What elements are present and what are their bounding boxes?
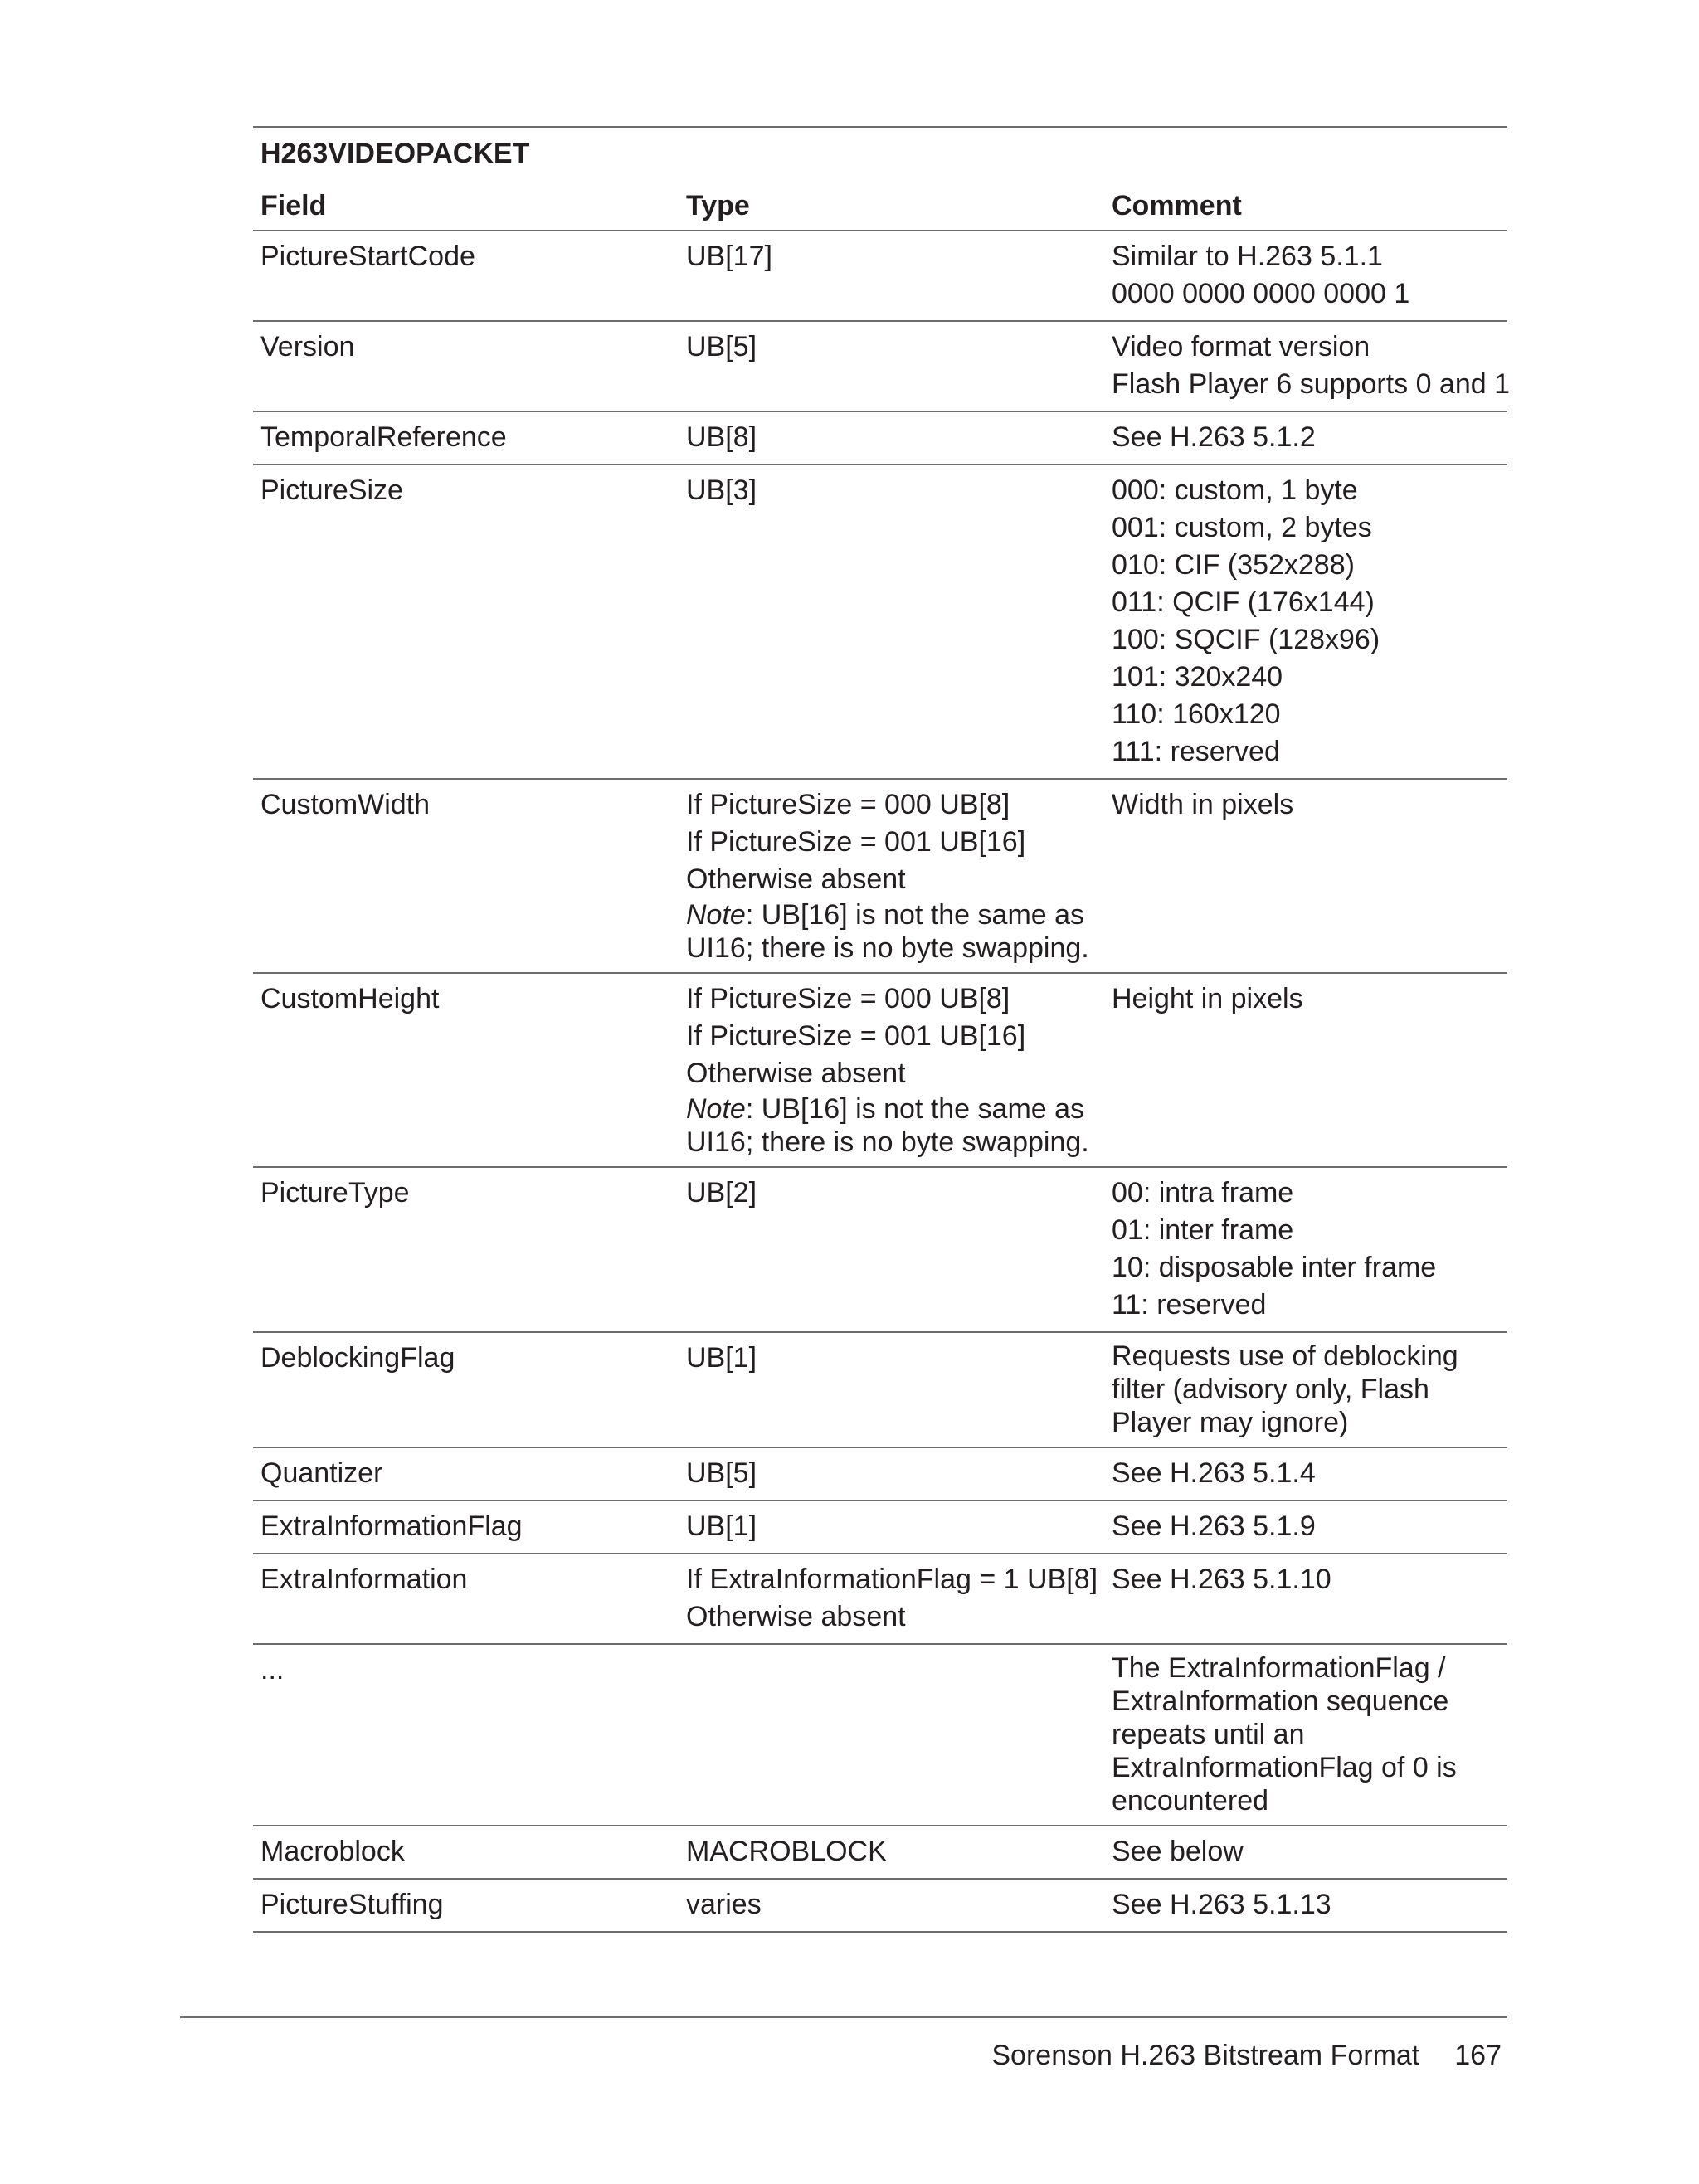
field-cell: CustomHeight (253, 973, 679, 1167)
header-field: Field (253, 178, 679, 231)
type-line: If PictureSize = 000 UB[8] (686, 983, 1010, 1014)
field-cell: PictureType (253, 1167, 679, 1332)
comment-line: Width in pixels (1112, 789, 1294, 820)
comment-line: 11: reserved (1112, 1289, 1267, 1321)
table-row (253, 1826, 1507, 1879)
comment-cell (1104, 1167, 1507, 1332)
comment-cell (1104, 1501, 1507, 1554)
type-cell (679, 1501, 1104, 1554)
field-cell: ExtraInformation (253, 1554, 679, 1644)
field-cell: TemporalReference (253, 411, 679, 465)
type-line: If ExtraInformationFlag = 1 UB[8] (686, 1564, 1098, 1595)
comment-cell (1104, 1879, 1507, 1932)
comment-line: See below (1112, 1836, 1244, 1867)
field-cell: PictureSize (253, 465, 679, 779)
table-row (253, 1167, 1507, 1332)
field-cell: ... (253, 1644, 679, 1826)
table-caption: H263VIDEOPACKET (253, 127, 1507, 178)
comment-cell (1104, 465, 1507, 779)
type-cell (679, 973, 1104, 1167)
type-cell (679, 1554, 1104, 1644)
comment-cell (1104, 411, 1507, 465)
comment-line: 10: disposable inter frame (1112, 1252, 1437, 1283)
type-cell (679, 779, 1104, 973)
type-line: UB[3] (686, 474, 757, 506)
comment-cell (1104, 973, 1507, 1167)
field-cell: Macroblock (253, 1826, 679, 1879)
type-note (686, 1092, 1104, 1159)
type-line: Otherwise absent (686, 863, 906, 895)
comment-cell (1104, 321, 1511, 411)
field-cell: CustomWidth (253, 779, 679, 973)
field-cell: Version (253, 321, 679, 411)
table-row (253, 465, 1507, 779)
table-row (253, 1501, 1507, 1554)
type-line: If PictureSize = 001 UB[16] (686, 1020, 1026, 1052)
type-line: If PictureSize = 001 UB[16] (686, 826, 1026, 858)
comment-line: 01: inter frame (1112, 1214, 1294, 1246)
comment-line: 101: 320x240 (1112, 661, 1283, 693)
comment-line: Similar to H.263 5.1.1 (1112, 241, 1383, 272)
type-line: UB[5] (686, 331, 757, 362)
field-cell: DeblockingFlag (253, 1332, 679, 1447)
comment-cell (1104, 779, 1507, 973)
comment-cell (1104, 1554, 1507, 1644)
type-cell (679, 231, 1104, 321)
note-label: Note (686, 899, 746, 931)
type-cell (679, 411, 1104, 465)
type-cell (679, 321, 1104, 411)
note-label: Note (686, 1093, 746, 1125)
comment-line: See H.263 5.1.13 (1112, 1889, 1331, 1920)
type-cell (679, 465, 1104, 779)
field-cell: PictureStuffing (253, 1879, 679, 1932)
comment-line: See H.263 5.1.10 (1112, 1564, 1331, 1595)
type-cell (679, 1447, 1104, 1501)
comment-line: 0000 0000 0000 0000 1 (1112, 278, 1410, 309)
comment-line: See H.263 5.1.4 (1112, 1457, 1316, 1489)
table-row (253, 411, 1507, 465)
page-footer (913, 2037, 1502, 2074)
table-row (253, 1554, 1507, 1644)
table-row (253, 1879, 1507, 1932)
type-cell (679, 1332, 1104, 1447)
comment-cell (1104, 1644, 1507, 1826)
type-line: Otherwise absent (686, 1058, 906, 1089)
type-cell (679, 1826, 1104, 1879)
type-line: UB[1] (686, 1510, 757, 1542)
type-line: UB[1] (686, 1342, 757, 1374)
comment-line: See H.263 5.1.2 (1112, 421, 1316, 453)
comment-line: See H.263 5.1.9 (1112, 1510, 1316, 1542)
table-row (253, 1332, 1507, 1447)
type-line: Otherwise absent (686, 1601, 906, 1632)
comment-paragraph: Requests use of deblocking filter (advisory only, Flash Player may ignore) (1112, 1340, 1458, 1438)
page-number: 167 (1454, 2040, 1502, 2071)
comment-line: Flash Player 6 supports 0 and 1 (1112, 368, 1511, 400)
table-header-row (253, 178, 1507, 231)
type-line: UB[2] (686, 1177, 757, 1209)
note-text: : UB[16] is not the same as UI16; there is no byte swapping. (686, 1093, 1089, 1158)
comment-line: 100: SQCIF (128x96) (1112, 624, 1380, 655)
comment-cell (1104, 1447, 1507, 1501)
comment-line: Video format version (1112, 331, 1370, 362)
comment-line: 011: QCIF (176x144) (1112, 586, 1375, 618)
type-line: If PictureSize = 000 UB[8] (686, 789, 1010, 820)
type-line: varies (686, 1889, 762, 1920)
table-row (253, 1447, 1507, 1501)
type-cell (679, 1644, 1104, 1826)
field-cell: ExtraInformationFlag (253, 1501, 679, 1554)
table-row (253, 1644, 1507, 1826)
comment-line: 110: 160x120 (1112, 698, 1281, 730)
h263-videopacket-table (253, 126, 1511, 1933)
comment-cell (1104, 1826, 1507, 1879)
type-line: MACROBLOCK (686, 1836, 887, 1867)
comment-cell (1104, 1332, 1507, 1447)
note-text: : UB[16] is not the same as UI16; there is no byte swapping. (686, 899, 1089, 964)
type-note (686, 898, 1104, 965)
type-cell (679, 1167, 1104, 1332)
type-line: UB[17] (686, 241, 772, 272)
comment-paragraph: The ExtraInformationFlag / ExtraInformation sequence repeats until an ExtraInformationFlag of 0 is encountered (1112, 1652, 1457, 1817)
comment-line: 010: CIF (352x288) (1112, 549, 1355, 581)
comment-line: 000: custom, 1 byte (1112, 474, 1358, 506)
header-type: Type (679, 178, 1104, 231)
comment-cell (1104, 231, 1507, 321)
type-line: UB[8] (686, 421, 757, 453)
footer-divider (180, 2016, 1507, 2018)
comment-line: 001: custom, 2 bytes (1112, 512, 1372, 543)
type-cell (679, 1879, 1104, 1932)
table-row (253, 779, 1507, 973)
footer-title: Sorenson H.263 Bitstream Format (991, 2040, 1420, 2071)
type-line: UB[5] (686, 1457, 757, 1489)
comment-line: 00: intra frame (1112, 1177, 1294, 1209)
field-cell: PictureStartCode (253, 231, 679, 321)
table-row (253, 231, 1507, 321)
table-row (253, 321, 1507, 411)
comment-line: 111: reserved (1112, 736, 1280, 767)
comment-line: Height in pixels (1112, 983, 1303, 1014)
field-cell: Quantizer (253, 1447, 679, 1501)
header-comment: Comment (1104, 178, 1507, 231)
table-row (253, 973, 1507, 1167)
